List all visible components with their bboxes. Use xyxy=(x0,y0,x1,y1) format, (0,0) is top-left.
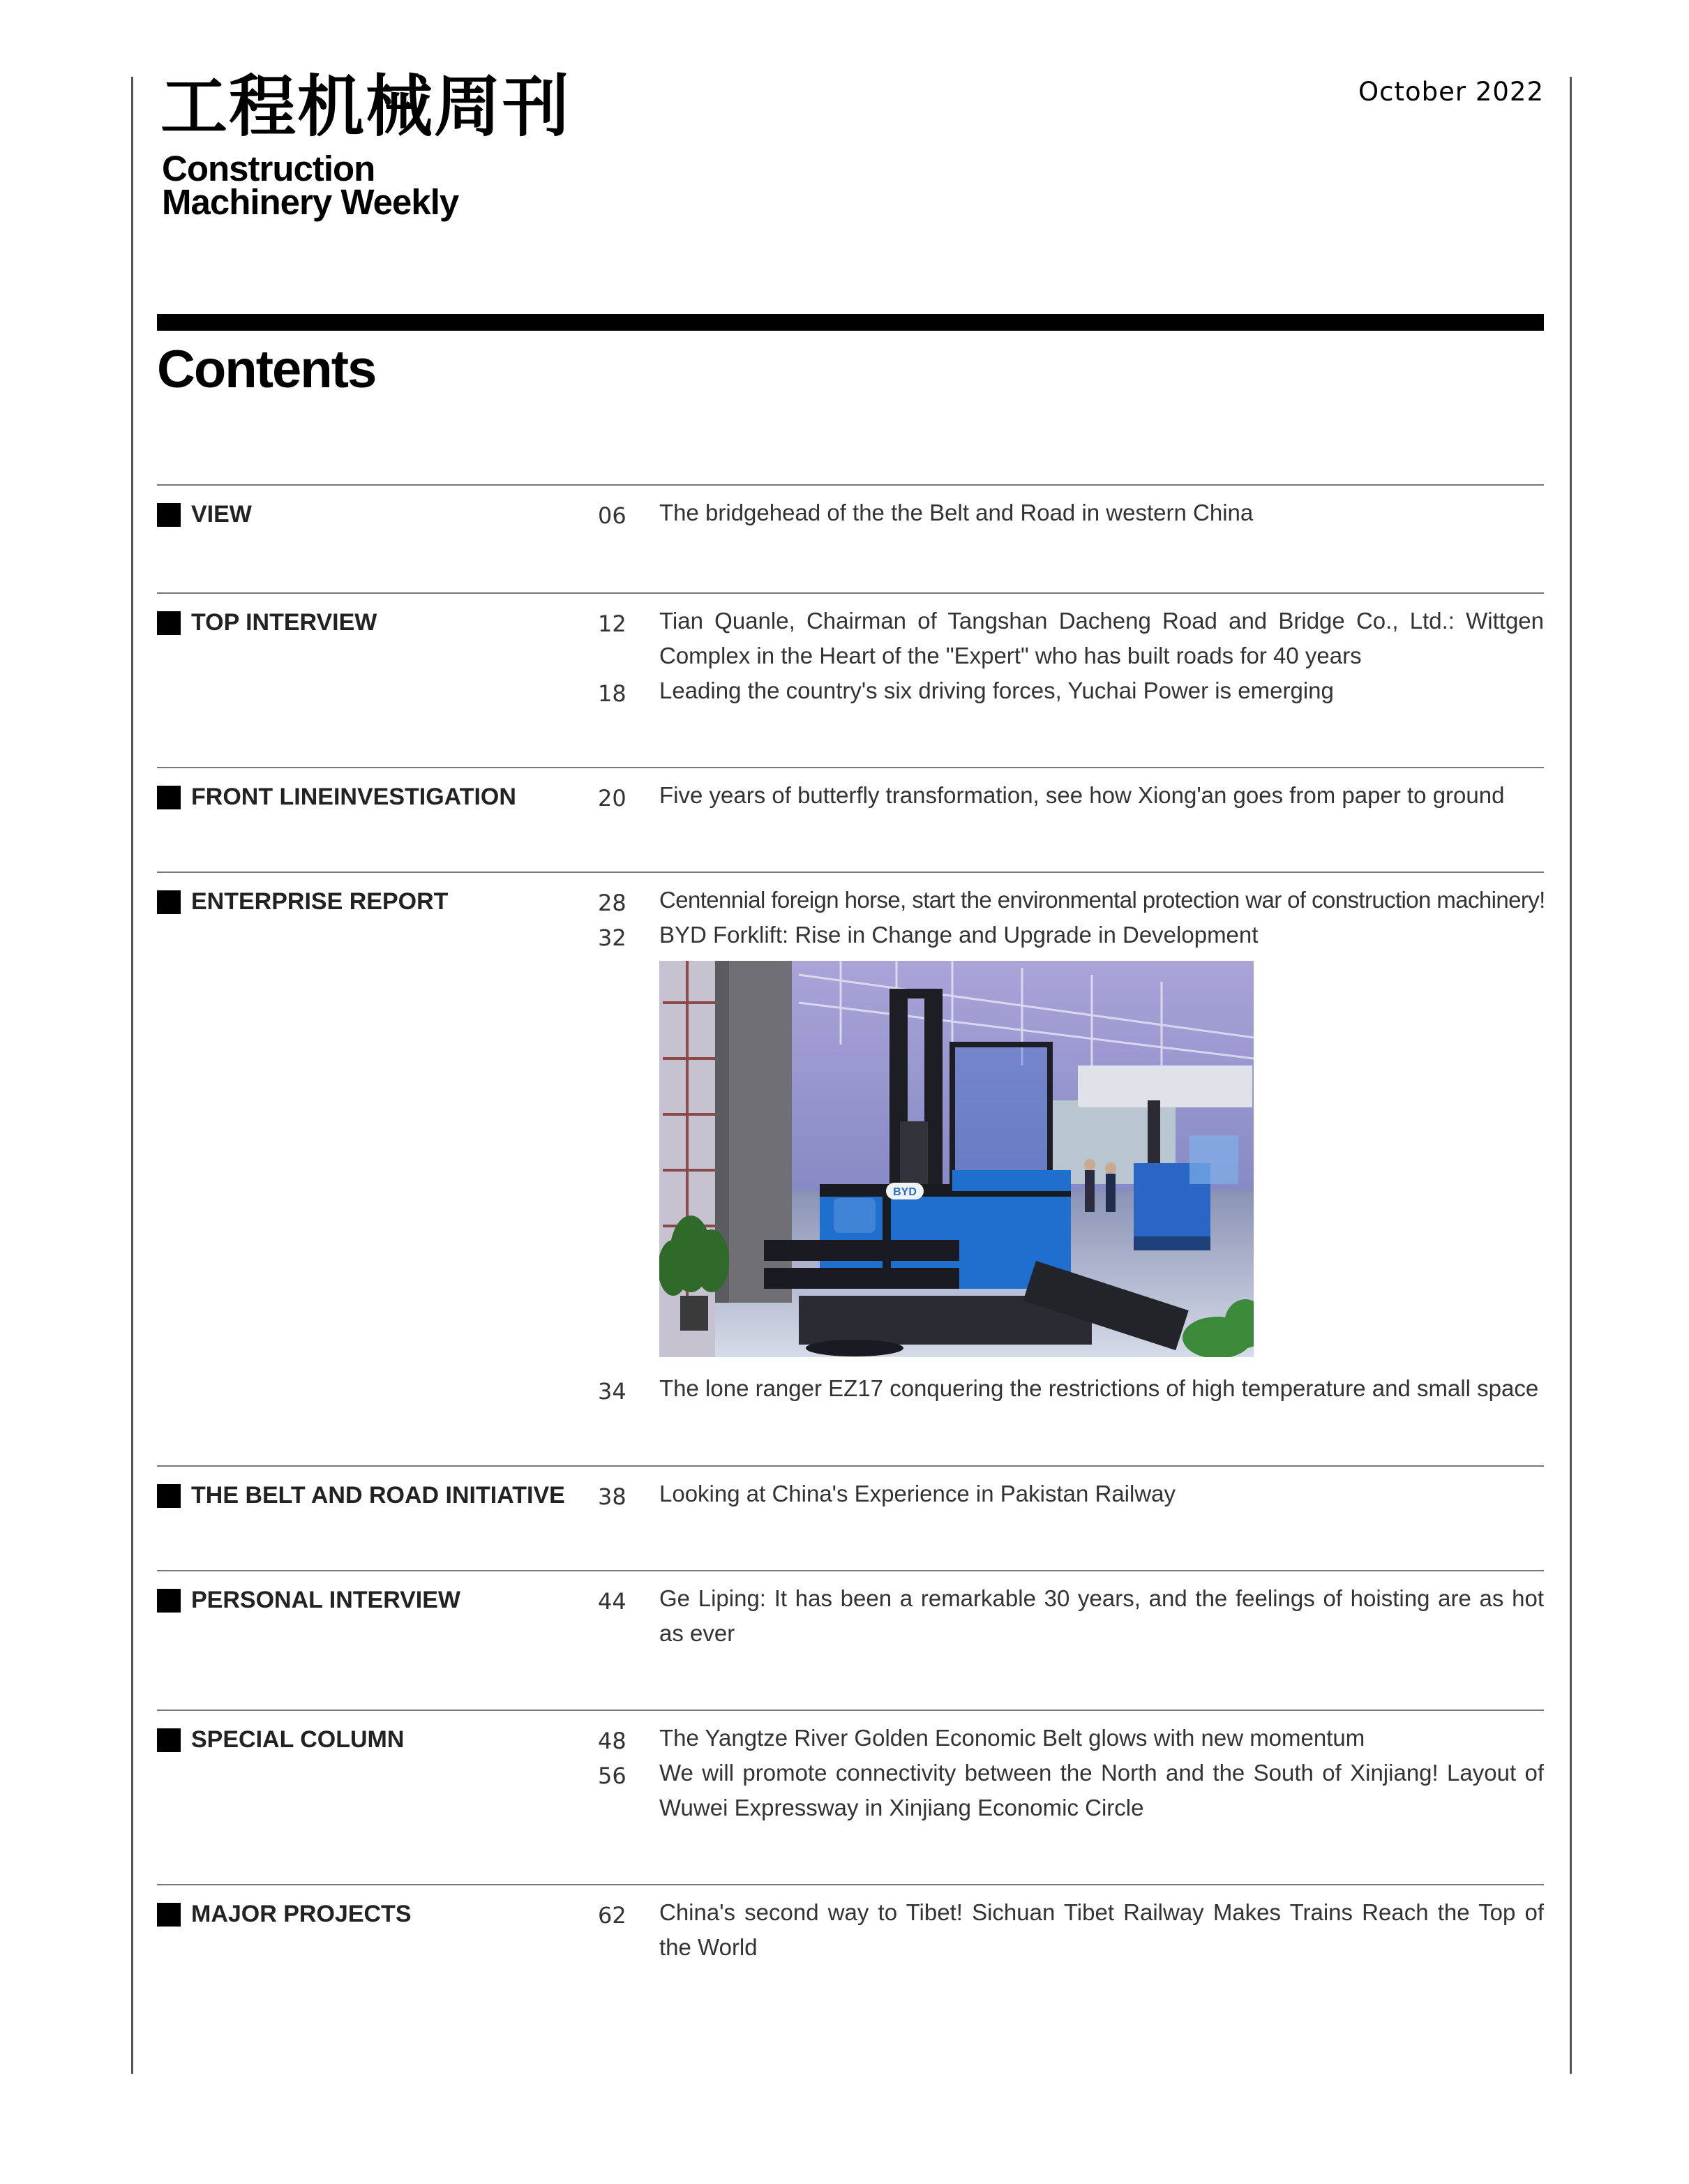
header-divider-bar xyxy=(157,314,1544,331)
section-bullet-icon xyxy=(157,1903,181,1927)
article-title[interactable]: The lone ranger EZ17 conquering the restrictions of high temperature and small space xyxy=(659,1375,1539,1401)
section-bullet-icon xyxy=(157,1589,181,1613)
article-title[interactable]: Looking at China's Experience in Pakistan Railway xyxy=(659,1481,1176,1506)
page-number: 32 xyxy=(598,925,626,951)
brand-logo-text: BYD xyxy=(893,1186,917,1198)
toc-section-major-projects xyxy=(157,1884,1544,2025)
toc-section-front-line-investigation xyxy=(157,767,1544,873)
section-title: MAJOR PROJECTS xyxy=(191,1901,412,1927)
section-bullet-icon xyxy=(157,1484,181,1508)
section-title: VIEW xyxy=(191,501,252,528)
page-number: 44 xyxy=(598,1588,626,1615)
article-title[interactable]: Centennial foreign horse, start the environmental protection war of construction machinery! xyxy=(659,887,1545,913)
section-heading xyxy=(157,1482,565,1509)
article-title[interactable]: The bridgehead of the the Belt and Road in western China xyxy=(659,500,1254,525)
section-bullet-icon xyxy=(157,611,181,635)
magazine-logo-chinese: 工程机械周刊 xyxy=(160,68,571,146)
section-heading xyxy=(157,1901,412,1928)
page-number: 56 xyxy=(598,1763,626,1789)
section-title: ENTERPRISE REPORT xyxy=(191,888,449,915)
page-number: 12 xyxy=(598,611,626,637)
article-title[interactable]: China's second way to Tibet! Sichuan Tibet Railway Makes Trains Reach the Top of the World xyxy=(659,1899,1544,1960)
page-title: Contents xyxy=(157,340,376,399)
page-number: 38 xyxy=(598,1483,626,1510)
toc-section-special-column xyxy=(157,1710,1544,1885)
article-title[interactable]: We will promote connectivity between the North and the South of Xinjiang! Layout of Wuwei Expressway in Xinjiang Economic Circle xyxy=(659,1760,1544,1820)
section-heading xyxy=(157,888,448,915)
page-number: 06 xyxy=(598,502,626,529)
section-title: PERSONAL INTERVIEW xyxy=(191,1587,461,1613)
page-number: 18 xyxy=(598,680,626,707)
article-title[interactable]: Ge Liping: It has been a remarkable 30 years, and the feelings of hoisting are as hot as ever xyxy=(659,1585,1544,1646)
section-heading xyxy=(157,501,252,528)
magazine-logo-english xyxy=(162,149,459,222)
article-title[interactable]: BYD Forklift: Rise in Change and Upgrade in Development xyxy=(659,922,1259,948)
article-title[interactable]: Tian Quanle, Chairman of Tangshan Dacheng Road and Bridge Co., Ltd.: Wittgen Complex in the Heart of the "Expert" who has built roads for 40 years xyxy=(659,608,1544,668)
article-title[interactable]: Leading the country's six driving forces, Yuchai Power is emerging xyxy=(659,678,1334,703)
logo-line-2: Machinery Weekly xyxy=(162,182,459,222)
page-number: 34 xyxy=(598,1378,626,1405)
section-bullet-icon xyxy=(157,503,181,527)
section-heading xyxy=(157,609,377,636)
section-title: THE BELT AND ROAD INITIATIVE xyxy=(191,1482,565,1509)
page-number: 20 xyxy=(598,785,626,811)
section-bullet-icon xyxy=(157,1728,181,1752)
toc-section-view xyxy=(157,484,1544,590)
section-heading xyxy=(157,1726,404,1753)
toc-section-top-interview xyxy=(157,592,1544,768)
left-margin-line xyxy=(131,77,133,2074)
toc-section-belt-and-road xyxy=(157,1465,1544,1571)
logo-line-1: Construction xyxy=(162,149,375,188)
right-margin-line xyxy=(1570,77,1572,2074)
section-title: FRONT LINEINVESTIGATION xyxy=(191,784,516,810)
section-title: SPECIAL COLUMN xyxy=(191,1726,405,1753)
page-number: 28 xyxy=(598,890,626,916)
toc-section-personal-interview xyxy=(157,1570,1544,1711)
page-number: 62 xyxy=(598,1902,626,1929)
forklift-exhibition-photo xyxy=(659,961,1254,1357)
article-title[interactable]: Five years of butterfly transformation, see how Xiong'an goes from paper to ground xyxy=(659,782,1505,808)
section-bullet-icon xyxy=(157,786,181,809)
section-bullet-icon xyxy=(157,890,181,914)
issue-date: October 2022 xyxy=(1358,77,1544,107)
section-heading xyxy=(157,784,516,811)
page-number: 48 xyxy=(598,1728,626,1754)
section-title: TOP INTERVIEW xyxy=(191,609,377,636)
article-title[interactable]: The Yangtze River Golden Economic Belt glows with new momentum xyxy=(659,1725,1365,1751)
section-heading xyxy=(157,1587,460,1614)
